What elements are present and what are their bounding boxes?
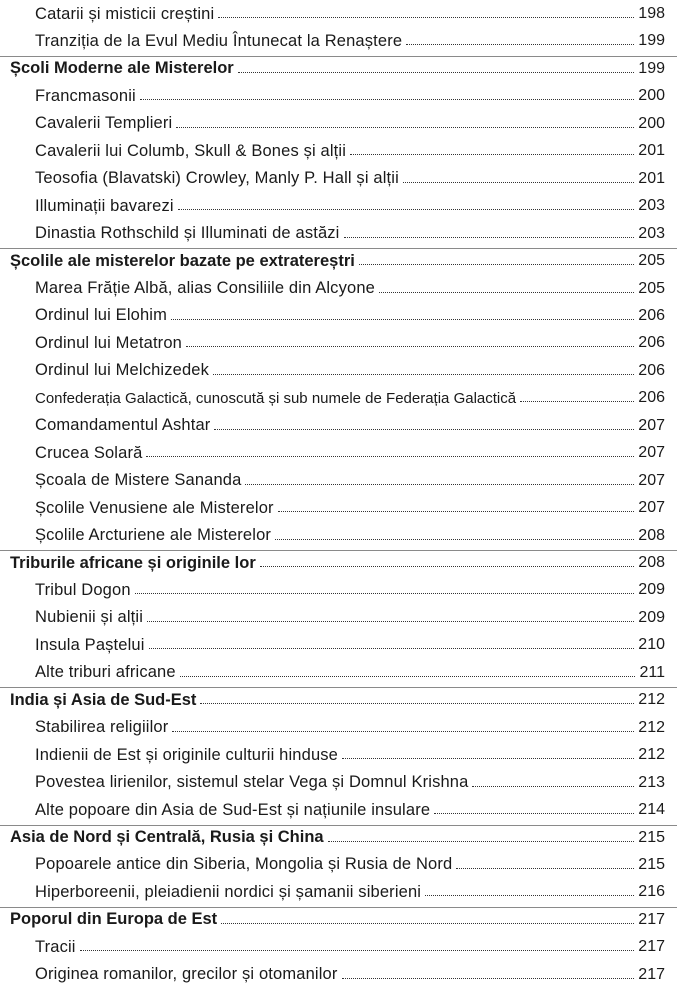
toc-page-number: 217 — [638, 938, 665, 956]
toc-entry-title: Marea Frăție Albă, alias Consiliile din Alcyone — [35, 279, 375, 297]
toc-section-entry[interactable] — [0, 686, 677, 714]
dot-leader — [344, 237, 635, 238]
toc-entry-title: Povestea lirienilor, sistemul stelar Vega și Domnul Krishna — [35, 773, 469, 792]
toc-subsection-entry[interactable] — [0, 439, 677, 467]
dot-leader — [80, 950, 635, 951]
dot-leader — [172, 731, 634, 732]
toc-entry-title: Originea romanilor, grecilor și otomanilor — [35, 965, 338, 984]
toc-entry-title: Ordinul lui Elohim — [35, 306, 168, 325]
toc-subsection-entry[interactable] — [0, 384, 677, 412]
toc-subsection-entry[interactable] — [0, 796, 677, 824]
toc-page-number: 205 — [638, 252, 665, 270]
toc-subsection-entry[interactable] — [0, 714, 677, 742]
toc-subsection-entry[interactable] — [0, 631, 677, 659]
dot-leader — [456, 868, 634, 869]
dot-leader — [178, 209, 635, 210]
toc-page-number: 214 — [638, 801, 665, 819]
toc-entry-title: Alte triburi africane — [35, 663, 176, 682]
toc-entry-title: Stabilirea religiilor — [35, 718, 169, 737]
toc-subsection-entry[interactable] — [0, 329, 677, 357]
toc-entry-title: Indienii de Est și originile culturii hinduse — [35, 745, 338, 764]
toc-entry-title: Catarii și misticii creștini — [35, 4, 215, 23]
toc-entry-title: Nubienii și alții — [35, 608, 144, 627]
dot-leader — [434, 813, 634, 814]
toc-page-number: 199 — [638, 32, 665, 50]
toc-subsection-entry[interactable] — [0, 412, 677, 440]
toc-entry-title: Poporul din Europa de Est — [10, 910, 218, 929]
toc-page-number: 200 — [638, 87, 665, 105]
toc-entry-title: Școlile ale misterelor bazate pe extratereștri — [10, 251, 355, 270]
toc-subsection-entry[interactable] — [0, 576, 677, 604]
toc-entry-title: Insula Paștelui — [35, 635, 145, 654]
dot-leader — [186, 346, 634, 347]
dot-leader — [342, 758, 634, 759]
dot-leader — [171, 319, 634, 320]
toc-subsection-entry[interactable] — [0, 220, 677, 248]
toc-subsection-entry[interactable] — [0, 604, 677, 632]
toc-page-number: 203 — [638, 197, 665, 215]
toc-entry-title: Francmasonii — [35, 86, 136, 105]
toc-page-number: 212 — [638, 691, 665, 709]
dot-leader — [328, 841, 635, 842]
toc-page-number: 200 — [638, 114, 665, 132]
dot-leader — [149, 648, 635, 649]
toc-page-number: 207 — [638, 499, 665, 517]
toc-entry-title: Tracii — [35, 937, 76, 956]
toc-section-entry[interactable] — [0, 247, 677, 275]
toc-page-number: 199 — [638, 59, 665, 77]
toc-entry-title: Comandamentul Ashtar — [35, 416, 211, 435]
toc-page-number: 211 — [639, 663, 665, 681]
dot-leader — [379, 292, 634, 293]
toc-entry-title: Ordinul lui Metatron — [35, 333, 182, 352]
dot-leader — [176, 127, 634, 128]
toc-subsection-entry[interactable] — [0, 769, 677, 797]
dot-leader — [260, 566, 635, 567]
toc-subsection-entry[interactable] — [0, 192, 677, 220]
dot-leader — [275, 539, 634, 540]
toc-entry-title: Illuminații bavarezi — [35, 196, 174, 215]
dot-leader — [180, 676, 636, 677]
dot-leader — [218, 17, 634, 18]
toc-entry-title: Școlile Arcturiene ale Misterelor — [35, 526, 272, 545]
dot-leader — [359, 264, 634, 265]
toc-subsection-entry[interactable] — [0, 851, 677, 879]
dot-leader — [140, 99, 634, 100]
dot-leader — [520, 401, 634, 402]
toc-page-number: 209 — [638, 581, 665, 599]
toc-section-entry[interactable] — [0, 906, 677, 934]
toc-entry-title: Triburile africane și originile lor — [10, 553, 256, 572]
toc-page-number: 206 — [638, 306, 665, 324]
toc-entry-title: Alte popoare din Asia de Sud-Est și națiunile insulare — [35, 800, 431, 819]
toc-entry-title: Popoarele antice din Siberia, Mongolia și Rusia de Nord — [35, 855, 453, 874]
dot-leader — [213, 374, 634, 375]
toc-entry-title: Școlile Venusiene ale Misterelor — [35, 498, 274, 517]
toc-page-number: 198 — [638, 5, 665, 22]
toc-subsection-entry[interactable] — [0, 27, 677, 55]
toc-subsection-entry[interactable] — [0, 961, 677, 989]
toc-page-number: 213 — [638, 773, 665, 791]
toc-subsection-entry[interactable] — [0, 0, 677, 28]
toc-page-number: 206 — [638, 361, 665, 379]
toc-entry-title: Teosofia (Blavatski) Crowley, Manly P. Hall și alții — [35, 169, 399, 188]
toc-page-number: 205 — [638, 279, 665, 297]
toc-entry-title: Școala de Mistere Sananda — [35, 471, 242, 490]
toc-subsection-entry[interactable] — [0, 878, 677, 906]
dot-leader — [214, 429, 634, 430]
dot-leader — [472, 786, 634, 787]
dot-leader — [245, 484, 634, 485]
toc-page-number: 216 — [638, 883, 665, 901]
dot-leader — [221, 923, 634, 924]
toc-page-number: 207 — [638, 471, 665, 489]
toc-entry-title: Tranziția de la Evul Mediu Întunecat la Renaștere — [35, 31, 403, 50]
toc-page-number: 209 — [638, 608, 665, 626]
toc-subsection-entry[interactable] — [0, 275, 677, 303]
toc-entry-title: Cavalerii Templieri — [35, 114, 173, 133]
toc-page-number: 210 — [638, 636, 665, 654]
toc-page-number: 206 — [638, 389, 665, 407]
toc-entry-title: India și Asia de Sud-Est — [10, 690, 197, 709]
toc-subsection-entry[interactable] — [0, 302, 677, 330]
toc-page-number: 217 — [638, 910, 665, 928]
toc-page-number: 208 — [638, 554, 665, 571]
toc-subsection-entry[interactable] — [0, 522, 677, 550]
toc-entry-title: Ordinul lui Melchizedek — [35, 361, 210, 380]
dot-leader — [425, 895, 634, 896]
toc-page-number: 215 — [638, 855, 665, 873]
toc-subsection-entry[interactable] — [0, 357, 677, 385]
toc-subsection-entry[interactable] — [0, 933, 677, 961]
toc-page-number: 201 — [638, 142, 665, 160]
toc-entry-title: Hiperboreenii, pleiadienii nordici și șamanii siberieni — [35, 882, 422, 901]
toc-entry-title: Tribul Dogon — [35, 580, 131, 599]
toc-page-number: 217 — [638, 965, 665, 983]
toc-page-number: 207 — [638, 416, 665, 434]
toc-subsection-entry[interactable] — [0, 165, 677, 193]
toc-page-number: 207 — [638, 444, 665, 462]
toc-entry-title: Cavalerii lui Columb, Skull & Bones și alții — [35, 141, 347, 160]
toc-entry-title: Dinastia Rothschild și Illuminati de astăzi — [35, 224, 340, 243]
dot-leader — [147, 621, 634, 622]
toc-entry-title: Confederația Galactică, cunoscută și sub numele de Federația Galactică — [35, 390, 517, 408]
toc-entry-title: Crucea Solară — [35, 443, 143, 462]
toc-page-number: 212 — [638, 718, 665, 736]
dot-leader — [135, 593, 635, 594]
dot-leader — [200, 703, 634, 704]
toc-section-entry[interactable] — [0, 824, 677, 852]
toc-subsection-entry[interactable] — [0, 659, 677, 687]
dot-leader — [278, 511, 635, 512]
dot-leader — [403, 182, 634, 183]
toc-subsection-entry[interactable] — [0, 137, 677, 165]
toc-page-number: 206 — [638, 334, 665, 352]
dot-leader — [342, 978, 635, 979]
toc-subsection-entry[interactable] — [0, 110, 677, 138]
toc-entry-title: Asia de Nord și Centrală, Rusia și China — [10, 828, 324, 846]
dot-leader — [238, 72, 635, 73]
toc-subsection-entry[interactable] — [0, 82, 677, 110]
dot-leader — [146, 456, 634, 457]
toc-subsection-entry[interactable] — [0, 741, 677, 769]
toc-page-number: 201 — [638, 169, 665, 187]
toc-page-number: 203 — [638, 224, 665, 242]
toc-page-number: 208 — [638, 526, 665, 544]
toc-section-entry[interactable] — [0, 549, 677, 577]
toc-entry-title: Școli Moderne ale Misterelor — [10, 59, 234, 78]
dot-leader — [350, 154, 634, 155]
toc-subsection-entry[interactable] — [0, 494, 677, 522]
toc-section-entry[interactable] — [0, 55, 677, 83]
toc-page-number: 215 — [638, 828, 665, 846]
toc-subsection-entry[interactable] — [0, 467, 677, 495]
toc-page-number: 212 — [638, 746, 665, 764]
dot-leader — [406, 44, 634, 45]
